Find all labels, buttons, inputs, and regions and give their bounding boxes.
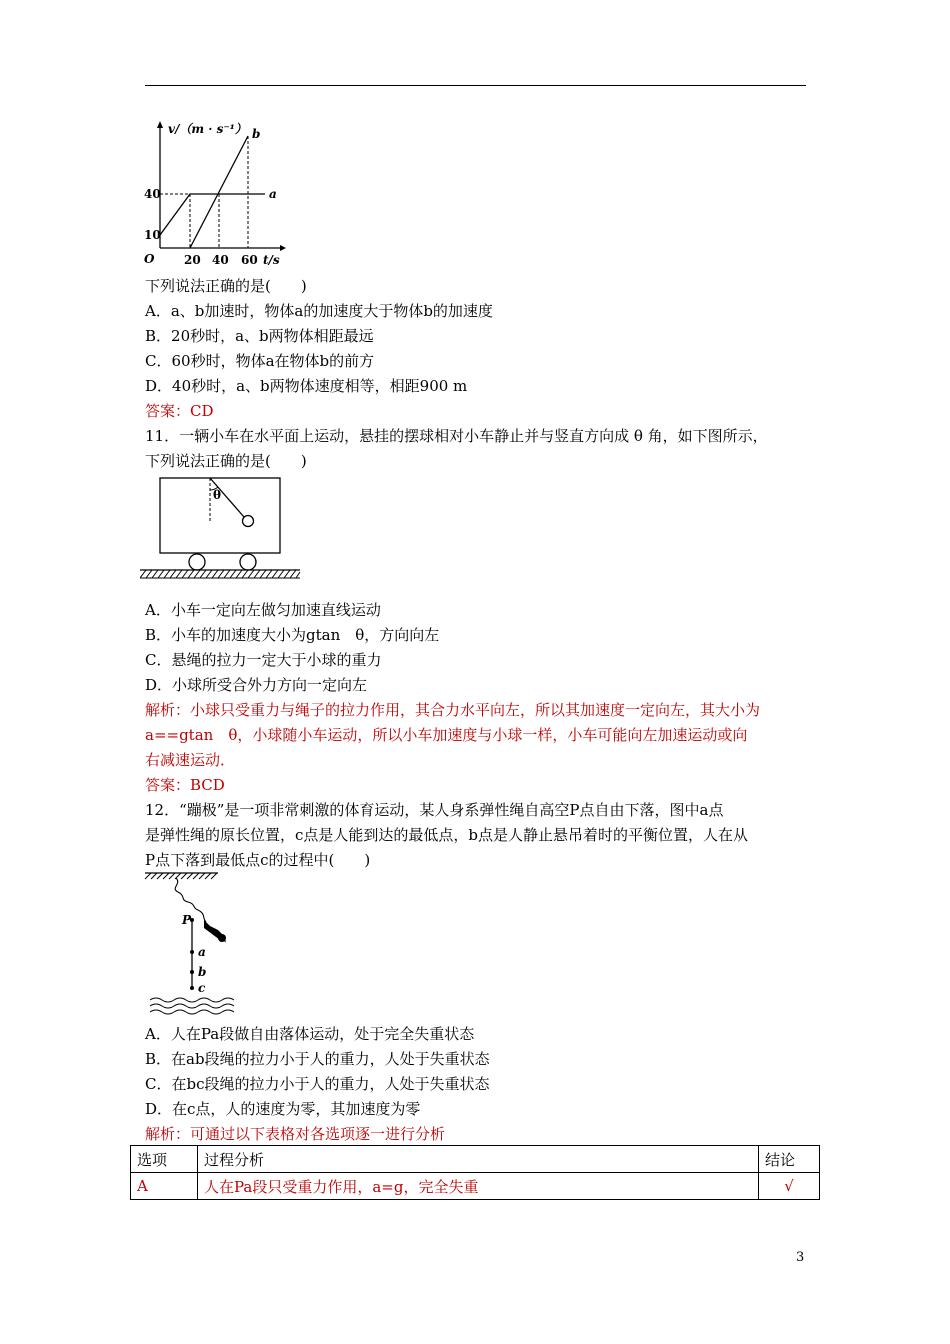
table-header-option: 选项 bbox=[131, 1146, 198, 1173]
bungee-figure bbox=[140, 870, 250, 1020]
q12-option-a: A．人在Pa段做自由落体运动，处于完全失重状态 bbox=[145, 1025, 475, 1043]
line-a-label: a bbox=[269, 187, 277, 201]
cart-figure bbox=[140, 472, 305, 584]
x-tick-40: 40 bbox=[212, 253, 229, 267]
q12-stem-line3: P点下落到最低点c的过程中( ) bbox=[145, 851, 371, 869]
line-b-label: b bbox=[252, 127, 261, 141]
page-number: 3 bbox=[796, 1250, 805, 1265]
q12-option-d: D．在c点，人的速度为零，其加速度为零 bbox=[145, 1100, 421, 1118]
table-cell-process: 人在Pa段只受重力作用，a=g，完全失重 bbox=[198, 1173, 759, 1200]
line-a bbox=[160, 194, 265, 235]
x-axis-label: t/s bbox=[263, 253, 280, 267]
point-c-label: c bbox=[198, 981, 206, 995]
point-b-label: b bbox=[198, 965, 207, 979]
origin-label: O bbox=[144, 252, 155, 266]
q11-option-d: D．小球所受合外力方向一定向左 bbox=[145, 676, 368, 694]
table-header-conclusion: 结论 bbox=[759, 1146, 820, 1173]
y-tick-40: 40 bbox=[144, 187, 161, 201]
q11-analysis-line2: a==gtan θ，小球随小车运动，所以小车加速度与小球一样，小车可能向左加速运动或向 bbox=[145, 726, 748, 744]
q11-option-c: C．悬绳的拉力一定大于小球的重力 bbox=[145, 651, 382, 669]
point-a-label: a bbox=[198, 945, 206, 959]
q11-stem-line1: 11．一辆小车在水平面上运动，悬挂的摆球相对小车静止并与竖直方向成 θ 角，如下图所示， bbox=[145, 427, 768, 445]
table-header-row bbox=[131, 1146, 820, 1173]
q11-answer: 答案：BCD bbox=[145, 776, 225, 794]
q12-option-b: B．在ab段绳的拉力小于人的重力，人处于失重状态 bbox=[145, 1050, 490, 1068]
q10-option-c: C．60秒时，物体a在物体b的前方 bbox=[145, 352, 375, 370]
q11-analysis-line3: 右减速运动． bbox=[145, 751, 236, 769]
y-axis-label: v/（m · s⁻¹） bbox=[168, 122, 247, 136]
q10-answer: 答案：CD bbox=[145, 402, 214, 420]
q10-option-d: D．40秒时，a、b两物体速度相等，相距900 m bbox=[145, 377, 468, 395]
q10-stem: 下列说法正确的是( ) bbox=[145, 277, 307, 295]
q12-stem-line2: 是弹性绳的原长位置，c点是人能到达的最低点，b点是人静止悬吊着时的平衡位置，人在从 bbox=[145, 826, 749, 844]
q11-stem-line2: 下列说法正确的是( ) bbox=[145, 452, 307, 470]
q12-analysis: 解析：可通过以下表格对各选项逐一进行分析 bbox=[145, 1125, 446, 1143]
q10-option-b: B．20秒时，a、b两物体相距最远 bbox=[145, 327, 374, 345]
table-cell-conclusion: √ bbox=[759, 1173, 820, 1200]
x-tick-60: 60 bbox=[241, 253, 258, 267]
q11-option-b: B．小车的加速度大小为gtan θ，方向向左 bbox=[145, 626, 440, 644]
table-row bbox=[131, 1173, 820, 1200]
theta-label: θ bbox=[213, 488, 222, 502]
vt-graph bbox=[140, 118, 290, 268]
q11-analysis-line1: 解析：小球只受重力与绳子的拉力作用，其合力水平向左，所以其加速度一定向左，其大小为 bbox=[145, 701, 761, 719]
q12-stem-line1: 12．“蹦极”是一项非常刺激的体育运动，某人身系弹性绳自高空P点自由下落，图中a点 bbox=[145, 801, 724, 819]
q12-option-c: C．在bc段绳的拉力小于人的重力，人处于失重状态 bbox=[145, 1075, 490, 1093]
x-tick-20: 20 bbox=[184, 253, 201, 267]
q11-option-a: A．小车一定向左做匀加速直线运动 bbox=[145, 601, 381, 619]
y-tick-10: 10 bbox=[144, 228, 161, 242]
table-header-process: 过程分析 bbox=[198, 1146, 759, 1173]
point-p-label: P bbox=[182, 913, 192, 927]
header-rule bbox=[145, 85, 806, 86]
table-cell-option: A bbox=[131, 1173, 198, 1200]
q10-option-a: A．a、b加速时，物体a的加速度大于物体b的加速度 bbox=[145, 302, 493, 320]
analysis-table bbox=[130, 1145, 820, 1200]
